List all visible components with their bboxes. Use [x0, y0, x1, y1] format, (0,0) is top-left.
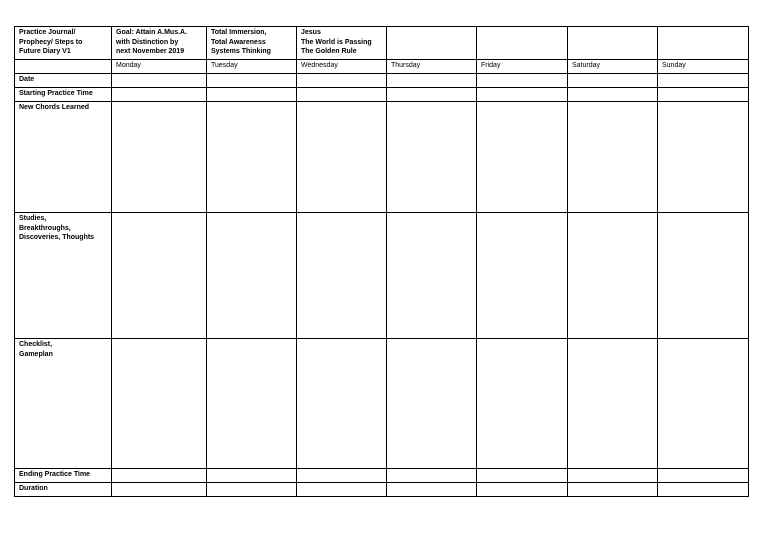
entry-cell[interactable]: [387, 339, 477, 469]
entry-cell[interactable]: [568, 483, 658, 497]
entry-cell[interactable]: [658, 102, 749, 213]
entry-cell[interactable]: [477, 213, 568, 339]
jesus-cell: Jesus The World is Passing The Golden Rule: [297, 27, 387, 60]
entry-cell[interactable]: [207, 483, 297, 497]
entry-cell[interactable]: [387, 74, 477, 88]
entry-cell[interactable]: [658, 88, 749, 102]
entry-cell[interactable]: [297, 339, 387, 469]
row-label-date: Date: [15, 74, 112, 88]
row-label-starting-practice-time: Starting Practice Time: [15, 88, 112, 102]
studies-row: [15, 213, 749, 339]
journal-title-cell: Practice Journal/ Prophecy/ Steps to Future Diary V1: [15, 27, 112, 60]
entry-cell[interactable]: [568, 339, 658, 469]
entry-cell[interactable]: [297, 483, 387, 497]
entry-cell[interactable]: [568, 102, 658, 213]
day-header-thursday: Thursday: [387, 60, 477, 74]
days-row: [15, 60, 749, 74]
header-empty-cell: [568, 27, 658, 60]
entry-cell[interactable]: [112, 483, 207, 497]
immersion-cell: Total Immersion, Total Awareness Systems Thinking: [207, 27, 297, 60]
entry-cell[interactable]: [112, 339, 207, 469]
start-time-row: [15, 88, 749, 102]
entry-cell[interactable]: [477, 74, 568, 88]
row-label-checklist-gameplan: Checklist, Gameplan: [15, 339, 112, 469]
day-header-friday: Friday: [477, 60, 568, 74]
entry-cell[interactable]: [297, 469, 387, 483]
entry-cell[interactable]: [568, 213, 658, 339]
entry-cell[interactable]: [568, 469, 658, 483]
entry-cell[interactable]: [207, 102, 297, 213]
entry-cell[interactable]: [207, 469, 297, 483]
entry-cell[interactable]: [112, 88, 207, 102]
practice-journal-table: [14, 26, 749, 497]
day-header-sunday: Sunday: [658, 60, 749, 74]
end-time-row: [15, 469, 749, 483]
entry-cell[interactable]: [658, 74, 749, 88]
entry-cell[interactable]: [112, 469, 207, 483]
entry-cell[interactable]: [297, 88, 387, 102]
entry-cell[interactable]: [387, 102, 477, 213]
entry-cell[interactable]: [477, 102, 568, 213]
entry-cell[interactable]: [112, 102, 207, 213]
date-row: [15, 74, 749, 88]
entry-cell[interactable]: [207, 213, 297, 339]
header-empty-cell: [658, 27, 749, 60]
header-empty-cell: [387, 27, 477, 60]
entry-cell[interactable]: [477, 88, 568, 102]
row-label-duration: Duration: [15, 483, 112, 497]
entry-cell[interactable]: [297, 74, 387, 88]
entry-cell[interactable]: [207, 339, 297, 469]
entry-cell[interactable]: [207, 88, 297, 102]
duration-row: [15, 483, 749, 497]
entry-cell[interactable]: [387, 483, 477, 497]
entry-cell[interactable]: [477, 339, 568, 469]
entry-cell[interactable]: [477, 469, 568, 483]
entry-cell[interactable]: [568, 88, 658, 102]
header-row: [15, 27, 749, 60]
entry-cell[interactable]: [387, 469, 477, 483]
day-header-monday: Monday: [112, 60, 207, 74]
days-row-corner-cell: [15, 60, 112, 74]
entry-cell[interactable]: [387, 88, 477, 102]
entry-cell[interactable]: [112, 213, 207, 339]
entry-cell[interactable]: [658, 213, 749, 339]
row-label-new-chords-learned: New Chords Learned: [15, 102, 112, 213]
entry-cell[interactable]: [658, 483, 749, 497]
goal-cell: Goal: Attain A.Mus.A. with Distinction by next November 2019: [112, 27, 207, 60]
day-header-saturday: Saturday: [568, 60, 658, 74]
day-header-tuesday: Tuesday: [207, 60, 297, 74]
row-label-ending-practice-time: Ending Practice Time: [15, 469, 112, 483]
entry-cell[interactable]: [387, 213, 477, 339]
entry-cell[interactable]: [658, 339, 749, 469]
entry-cell[interactable]: [477, 483, 568, 497]
entry-cell[interactable]: [112, 74, 207, 88]
entry-cell[interactable]: [297, 102, 387, 213]
checklist-row: [15, 339, 749, 469]
row-label-studies: Studies, Breakthroughs, Discoveries, Thoughts: [15, 213, 112, 339]
day-header-wednesday: Wednesday: [297, 60, 387, 74]
entry-cell[interactable]: [207, 74, 297, 88]
entry-cell[interactable]: [568, 74, 658, 88]
entry-cell[interactable]: [297, 213, 387, 339]
entry-cell[interactable]: [658, 469, 749, 483]
header-empty-cell: [477, 27, 568, 60]
new-chords-row: [15, 102, 749, 213]
